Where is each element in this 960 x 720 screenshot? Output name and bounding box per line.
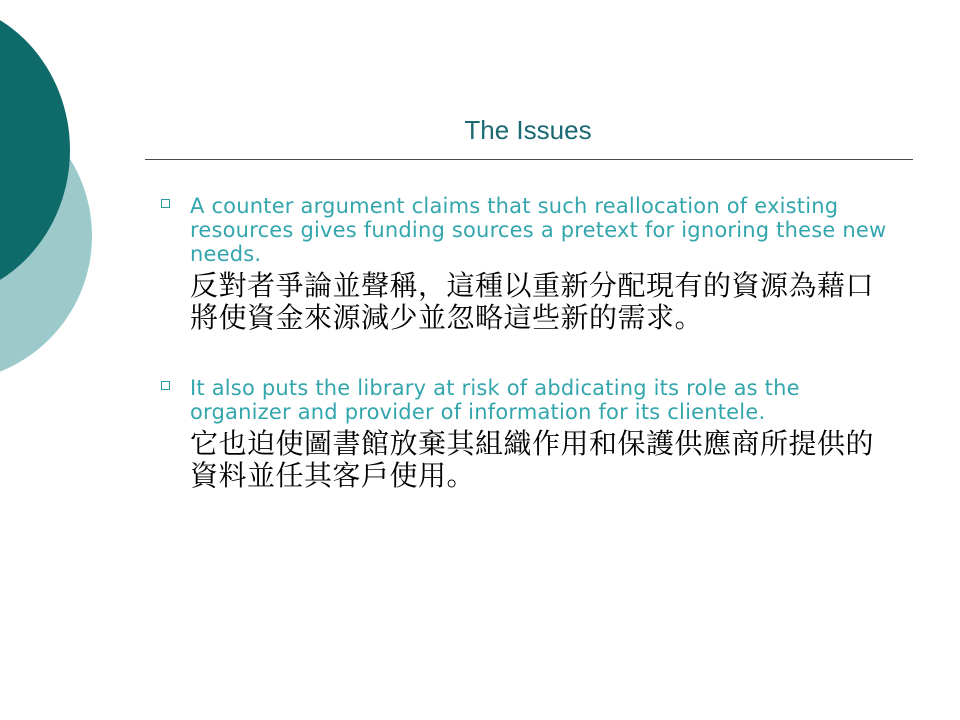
bullet-item <box>160 376 900 492</box>
slide-title: The Issues <box>464 115 592 145</box>
bullet-chinese-text: 反對者爭論並聲稱，這種以重新分配現有的資源為藉口將使資金來源減少並忽略這些新的需求。 <box>190 269 875 334</box>
bullet-english-text: A counter argument claims that such reallocation of existing resources gives funding sources a pretext for ignoring these new needs. <box>190 194 887 266</box>
square-bullet-icon <box>160 379 172 391</box>
title-divider <box>145 159 913 160</box>
bullet-list <box>160 194 900 534</box>
bullet-item <box>160 194 900 334</box>
square-bullet-icon <box>160 197 172 209</box>
bullet-english-text: It also puts the library at risk of abdicating its role as the organizer and provider of information for its clientele. <box>190 376 800 424</box>
bullet-chinese-text: 它也迫使圖書館放棄其組織作用和保護供應商所提供的資料並任其客戶使用。 <box>190 427 875 492</box>
